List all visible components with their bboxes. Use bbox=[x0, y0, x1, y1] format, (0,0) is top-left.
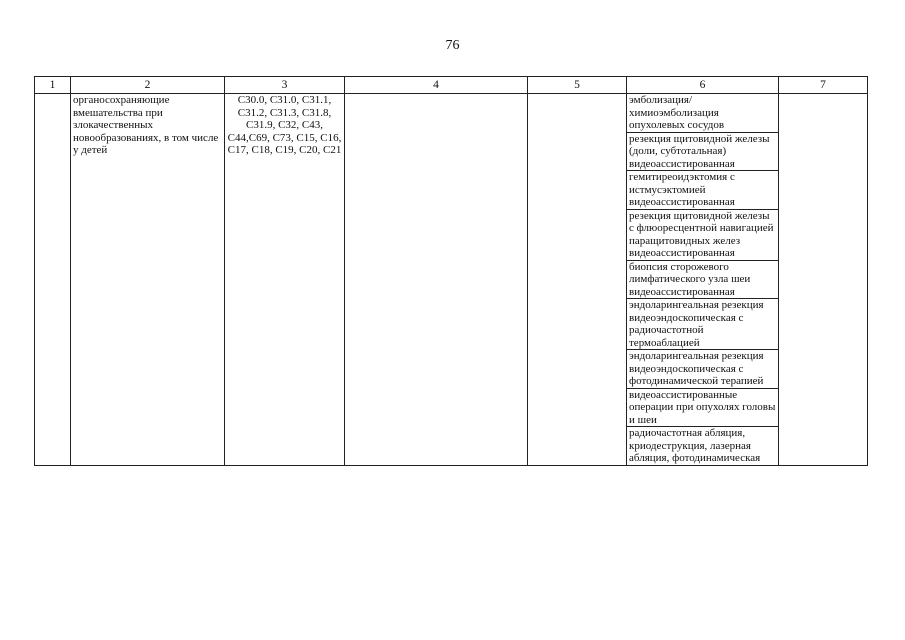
cell-col4 bbox=[345, 94, 528, 466]
column-header-3: 3 bbox=[225, 77, 345, 94]
treatment-method: резекция щитовидной железы с флюоресцентной навигацией паращитовидных желез видеоассистированная bbox=[627, 209, 779, 260]
column-header-1: 1 bbox=[35, 77, 71, 94]
treatment-method: эндоларингеальная резекция видеоэндоскопическая с радиочастотной термоаблацией bbox=[627, 299, 779, 350]
column-header-7: 7 bbox=[779, 77, 868, 94]
column-header-5: 5 bbox=[528, 77, 627, 94]
column-header-2: 2 bbox=[71, 77, 225, 94]
cell-intervention-type: органосохраняющие вмешательства при злокачественных новообразованиях, в том числе у детей bbox=[71, 94, 225, 466]
treatment-method: эмболизация/химиоэмболизация опухолевых сосудов bbox=[627, 94, 779, 133]
cell-col5 bbox=[528, 94, 627, 466]
column-header-6: 6 bbox=[627, 77, 779, 94]
page-number: 76 bbox=[445, 38, 460, 53]
treatment-method: биопсия сторожевого лимфатического узла шеи видеоассистированная bbox=[627, 260, 779, 299]
column-header-4: 4 bbox=[345, 77, 528, 94]
treatment-method: радиочастотная абляция, криодеструкция, лазерная абляция, фотодинамическая bbox=[627, 427, 779, 466]
cell-col1 bbox=[35, 94, 71, 466]
treatment-method: эндоларингеальная резекция видеоэндоскопическая с фотодинамической терапией bbox=[627, 350, 779, 389]
table-header-row bbox=[35, 77, 868, 94]
treatment-method: видеоассистированные операции при опухолях головы и шеи bbox=[627, 388, 779, 427]
treatment-method: резекция щитовидной железы (доли, субтотальная) видеоассистированная bbox=[627, 132, 779, 171]
cell-col7 bbox=[779, 94, 868, 466]
cell-icd-codes: С30.0, С31.0, С31.1, С31.2, С31.3, С31.8, С31.9, С32, С43, С44,С69, С73, С15, С16, С17, С18, С19, С20, С21 bbox=[225, 94, 345, 466]
medical-procedures-table bbox=[34, 76, 868, 466]
table-row bbox=[35, 94, 868, 133]
treatment-method: гемитиреоидэктомия с истмусэктомией видеоассистированная bbox=[627, 171, 779, 210]
